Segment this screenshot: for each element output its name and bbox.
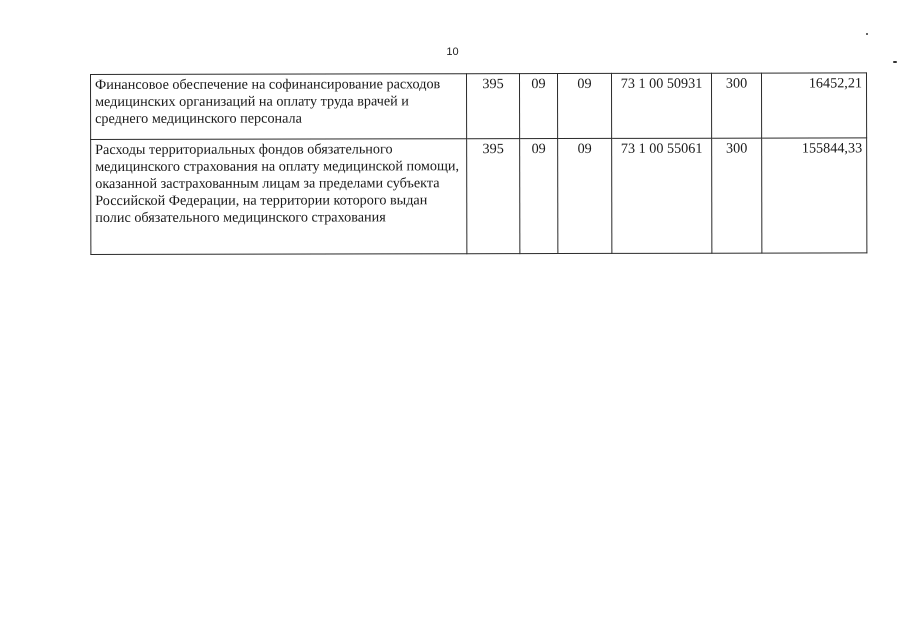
expense-type-cell: 300 xyxy=(712,138,762,253)
page-number: 10 xyxy=(446,46,459,58)
ministry-code-cell: 395 xyxy=(467,139,520,254)
budget-table xyxy=(90,72,867,255)
table-row xyxy=(91,73,867,140)
row-description: Финансовое обеспечение на софинансирование расходов медицинских организаций на оплату труда врачей и среднего медицинского персонала xyxy=(91,74,467,140)
scan-speck xyxy=(893,61,897,63)
scan-speck xyxy=(866,33,868,35)
target-article-cell: 73 1 00 50931 xyxy=(611,73,711,138)
amount-cell: 16452,21 xyxy=(761,73,866,138)
row-description: Расходы территориальных фондов обязательного медицинского страхования на оплату медицинской помощи, оказанной застрахованным лицам за пределами субъекта Российской Федерации, на территории которого выдан полис обязательного медицинского страхования xyxy=(91,139,467,255)
subsection-cell: 09 xyxy=(558,73,612,138)
section-cell: 09 xyxy=(520,74,558,139)
amount-cell: 155844,33 xyxy=(762,138,867,253)
ministry-code-cell: 395 xyxy=(467,74,520,139)
target-article-cell: 73 1 00 55061 xyxy=(612,138,712,253)
section-cell: 09 xyxy=(520,139,558,254)
subsection-cell: 09 xyxy=(558,138,612,253)
table-row xyxy=(91,138,867,255)
expense-type-cell: 300 xyxy=(711,73,761,138)
